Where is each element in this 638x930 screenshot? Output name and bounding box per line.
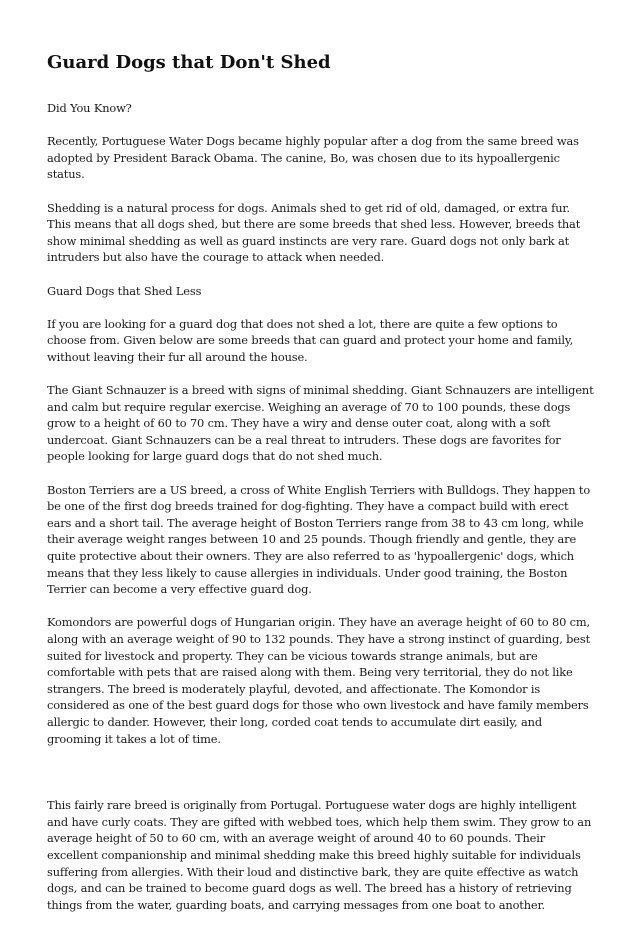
paragraph-portuguese-water-dog: This fairly rare breed is originally from Portugal. Portuguese water dogs are highly intelligent and have curly coats. They are gifted with webbed toes, which help them swim. They grow to an average height of 50 to 60 cm, with an average weight of around 40 to 60 pounds. Their excellent companionship and minimal shedding make this breed highly suitable for individuals suffering from allergies. With their loud and distinctive bark, they are quite effective as watch dogs, and can be trained to become guard dogs as well. The breed has a history of retrieving things from the water, guarding boats, and carrying messages from one boat to another. bbox=[47, 798, 592, 912]
paragraph-did-you-know: Did You Know? bbox=[47, 101, 132, 115]
paragraph-shedding: Shedding is a natural process for dogs. Animals shed to get rid of old, damaged, or extra fur. This means that all dogs shed, but there are some breeds that shed less. However, breeds that show minimal shedding as well as guard instincts are very rare. Guard dogs not only bark at intruders but also have the courage to attack when needed. bbox=[47, 200, 581, 265]
document-page bbox=[47, 40, 595, 930]
paragraph-komondor: Komondors are powerful dogs of Hungarian origin. They have an average height of 60 to 80 cm, along with an average weight of 90 to 132 pounds. They have a strong instinct of guarding, best suited for livestock and property. They can be vicious towards strange animals, but are comfortable with pets that are raised along with them. Being very territorial, they do not like strangers. The breed is moderately playful, devoted, and affectionate. The Komondor is considered as one of the best guard dogs for those who own livestock and have family members allergic to dander. However, their long, corded coat tends to accumulate dirt easily, and grooming it takes a lot of time. bbox=[47, 615, 591, 746]
paragraph-giant-schnauzer: The Giant Schnauzer is a breed with signs of minimal shedding. Giant Schnauzers are intelligent and calm but require regular exercise. Weighing an average of 70 to 100 pounds, these dogs grow to a height of 60 to 70 cm. They have a wiry and dense outer coat, along with a soft undercoat. Giant Schnauzers can be a real threat to intruders. These dogs are favorites for people looking for large guard dogs that do not shed much. bbox=[47, 383, 594, 464]
section-heading-shed-less: Guard Dogs that Shed Less bbox=[47, 283, 202, 298]
paragraph-boston-terrier: Boston Terriers are a US breed, a cross of White English Terriers with Bulldogs. They happen to be one of the first dog breeds trained for dog-fighting. They have a compact build with erect ears and a short tail. The average height of Boston Terriers range from 38 to 43 cm long, while their average weight ranges between 10 and 25 pounds. Though friendly and gentle, they are quite protective about their owners. They are also referred to as 'hypoallergenic' dogs, which means that they less likely to cause allergies in individuals. Under good training, the Boston Terrier can become a very effective guard dog. bbox=[47, 482, 591, 597]
document-title: Guard Dogs that Don't Shed bbox=[47, 52, 331, 73]
paragraph-intro: Recently, Portuguese Water Dogs became highly popular after a dog from the same breed was adopted by President Barack Obama. The canine, Bo, was chosen due to its hypoallergenic status. bbox=[47, 134, 579, 182]
paragraph-options: If you are looking for a guard dog that does not shed a lot, there are quite a few options to choose from. Given below are some breeds that can guard and protect your home and family, without leaving their fur all around the house. bbox=[47, 316, 574, 364]
